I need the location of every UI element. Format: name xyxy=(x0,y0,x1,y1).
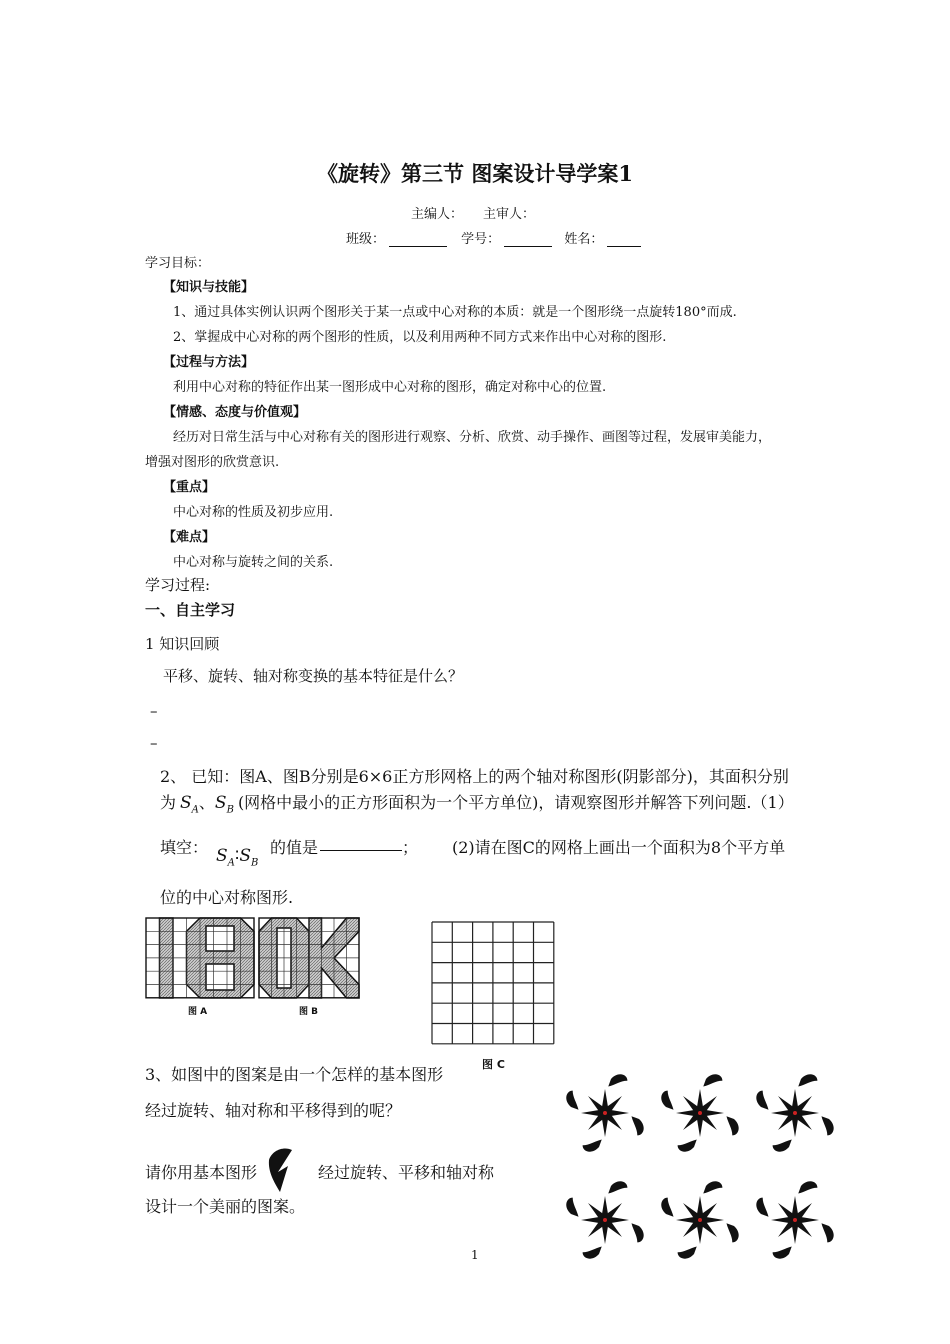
flower-2 xyxy=(658,1071,741,1154)
process-heading: 学习过程: xyxy=(145,576,211,594)
process-label: 【过程与方法】 xyxy=(163,355,255,370)
name-blank[interactable] xyxy=(607,245,641,247)
q3-line-2: 经过旋转、轴对称和平移得到的呢？ xyxy=(145,1101,402,1120)
q2-line-1: 2、 已知：图A、图B分别是6×6正方形网格上的两个轴对称图形(阴影部分)，其面积分别 xyxy=(160,767,789,786)
basic-shape-icon xyxy=(266,1146,296,1194)
page-number: 1 xyxy=(471,1248,479,1262)
page-title: 《旋转》第三节 图案设计导学案1 xyxy=(317,161,633,186)
process-text: 利用中心对称的特征作出某一图形成中心对称的图形，确定对称中心的位置. xyxy=(173,380,607,395)
q2-line-3-mid: 的值是 xyxy=(270,838,319,857)
difficulty-label: 【难点】 xyxy=(163,530,216,545)
section-1-heading: 一、自主学习 xyxy=(145,601,236,619)
number-blank[interactable] xyxy=(504,245,552,247)
reviewer-label: 主审人： xyxy=(483,207,536,222)
q2-line-3-prefix: 填空： xyxy=(160,838,209,857)
answer-dash-1: – xyxy=(150,702,158,720)
answer-dash-2: – xyxy=(150,734,158,752)
knowledge-label: 【知识与技能】 xyxy=(163,280,255,295)
q2-line-2 xyxy=(160,790,794,815)
class-blank[interactable] xyxy=(389,245,447,247)
q3-line-1: 3、如图中的图案是由一个怎样的基本图形 xyxy=(145,1065,444,1084)
editor-label: 主编人： xyxy=(411,207,464,222)
student-info-line xyxy=(346,228,645,247)
q2-line-3-rest: (2)请在图C的网格上画出一个面积为8个平方单 xyxy=(452,838,786,857)
separator: 、 xyxy=(198,793,215,812)
figure-b-grid xyxy=(259,918,359,998)
figure-a-grid xyxy=(146,918,254,998)
name-label: 姓名： xyxy=(564,232,604,247)
class-label: 班级： xyxy=(346,232,386,247)
flower-6 xyxy=(753,1178,836,1261)
figure-c-grid[interactable] xyxy=(432,922,556,1044)
q3-line-3b: 经过旋转、平移和轴对称 xyxy=(318,1163,495,1182)
knowledge-item-2: 2、掌握成中心对称的两个图形的性质，以及利用两种不同方式来作出中心对称的图形. xyxy=(173,330,667,345)
knowledge-item-1: 1、通过具体实例认识两个图形关于某一点或中心对称的本质：就是一个图形绕一点旋转180°而成. xyxy=(173,305,737,320)
q2-semicolon: ； xyxy=(402,838,419,857)
emotion-line-2: 增强对图形的欣赏意识. xyxy=(145,455,280,470)
figure-a-caption: 图 A xyxy=(188,1007,208,1017)
q2-line-2-rest: (网格中最小的正方形面积为一个平方单位)，请观察图形并解答下列问题.（1） xyxy=(237,793,794,812)
emotion-line-1: 经历对日常生活与中心对称有关的图形进行观察、分析、欣赏、动手操作、画图等过程，发展审美能力， xyxy=(173,430,772,445)
ratio-answer-blank[interactable] xyxy=(320,850,402,851)
q2-line-4: 位的中心对称图形. xyxy=(160,888,294,907)
flower-3 xyxy=(753,1071,836,1154)
figure-b-caption: 图 B xyxy=(299,1007,318,1017)
goals-heading: 学习目标： xyxy=(145,256,211,271)
q3-line-3a: 请你用基本图形 xyxy=(145,1163,258,1182)
rotation-pattern-figure xyxy=(560,1070,840,1270)
ratio-expression: $S_A∶S_B$ xyxy=(216,846,259,869)
difficulty-text: 中心对称与旋转之间的关系. xyxy=(173,555,334,570)
figure-c-caption: 图 C xyxy=(482,1058,505,1071)
flower-5 xyxy=(658,1178,741,1261)
flower-4 xyxy=(563,1178,646,1261)
s-b-symbol: $S_B$ xyxy=(214,793,234,816)
s-a-symbol: $S_A$ xyxy=(180,793,199,816)
q2-line-2-prefix: 为 xyxy=(160,793,177,812)
q1-title: 1 知识回顾 xyxy=(145,635,220,653)
key-label: 【重点】 xyxy=(163,480,216,495)
q1-question: 平移、旋转、轴对称变换的基本特征是什么？ xyxy=(163,667,464,685)
q3-line-4: 设计一个美丽的图案。 xyxy=(145,1197,306,1216)
flower-1 xyxy=(563,1071,646,1154)
key-text: 中心对称的性质及初步应用. xyxy=(173,505,334,520)
number-label: 学号： xyxy=(461,232,501,247)
emotion-label: 【情感、态度与价值观】 xyxy=(163,405,307,420)
